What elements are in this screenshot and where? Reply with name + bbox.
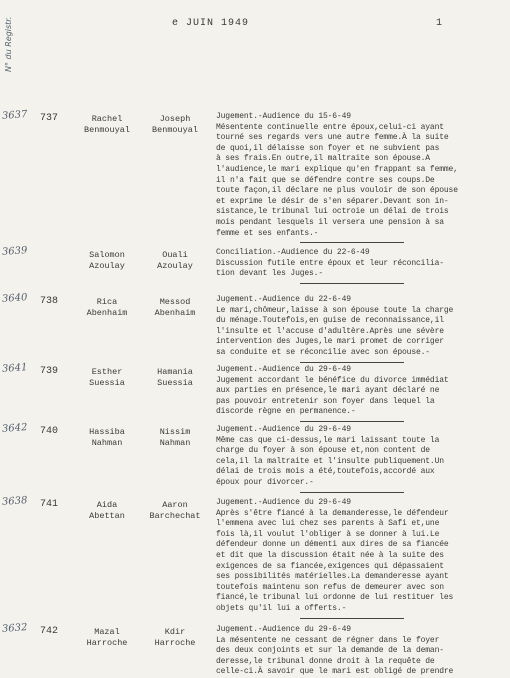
entry-separator xyxy=(300,362,404,363)
entry-ref-number: 3638 xyxy=(1,495,28,508)
wife-name: Mazal Harroche xyxy=(86,627,128,648)
wife-name: Salomon Azoulay xyxy=(89,250,125,271)
entry-number: 739 xyxy=(40,366,59,377)
entry-separator xyxy=(300,492,404,493)
entry-separator xyxy=(300,618,404,619)
wife-name: Aida Abettan xyxy=(89,500,125,521)
page-date: e JUIN 1949 xyxy=(172,18,250,29)
judgment-text: Conciliation.-Audience du 22-6-49 Discussion futile entre époux et leur réconcilia- tion devant les Juges.- xyxy=(216,248,444,279)
entry-ref-number: 3640 xyxy=(1,292,28,305)
husband-name: Aaron Barchechat xyxy=(149,500,201,521)
register-stamp: N° du Registr. xyxy=(4,16,13,72)
judgment-text: Jugement.-Audience du 29-6-49 Même cas que ci-dessus,le mari laissant toute la charge du foyer à son épouse et,non content de cela,il la maltraite et l'insulte publiquement.Un délai de trois mois a été,toutefois,accordé aux époux pour divorcer.- xyxy=(216,425,444,487)
entry-ref-number: 3637 xyxy=(1,109,28,122)
husband-name: Nissim Nahman xyxy=(159,427,191,448)
entry-ref-number: 3632 xyxy=(1,622,28,635)
page-number: 1 xyxy=(436,18,443,29)
husband-name: Hamania Suessia xyxy=(157,367,193,388)
judgment-text: Jugement.-Audience du 29-6-49 Après s'être fiancé à la demanderesse,le défendeur l'emmena avec lui chez ses parents à Safi et,une fois là,il voulut l'obliger à se donner à lui.Le défendeur donne un démenti aux dires de sa fiancée et dit que la discussion était née à la suite des exigences de sa fiancée,exigences qui dépassaient ses possibilités matérielles.La demanderesse ayant toutefois maintenu son refus de demeurer avec son fiancé,le tribunal lui ordonne de lui restituer les objets qu'il lui a offerts.- xyxy=(216,498,454,613)
entry-number: 737 xyxy=(40,113,59,124)
wife-name: Esther Suessia xyxy=(89,367,125,388)
entry-ref-number: 3639 xyxy=(1,245,28,258)
wife-name: Rachel Benmouyal xyxy=(84,114,130,135)
entry-number: 742 xyxy=(40,626,59,637)
husband-name: Messod Abenhaim xyxy=(154,297,196,318)
wife-name: Hassiba Nahman xyxy=(89,427,125,448)
husband-name: Kdir Harroche xyxy=(154,627,196,648)
husband-name: Joseph Benmouyal xyxy=(152,114,198,135)
entry-ref-number: 3642 xyxy=(1,422,28,435)
wife-name: Rica Abenhaim xyxy=(86,297,128,318)
entry-separator xyxy=(300,242,404,243)
judgment-text: Jugement.-Audience du 29-6-49 Jugement accordant le bénéfice du divorce immédiat aux parties en présence,le mari ayant déclaré ne pas pouvoir entretenir son foyer dans lequel la discorde règne en permanence.- xyxy=(216,365,449,417)
judgment-text: Jugement.-Audience du 15-6-49 Mésentente continuelle entre époux,celui-ci ayant tourné ses regards vers une autre femme.À la suite de quoi,il délaisse son foyer et ne subvient pas à ses frais.En outre,il maltraite son épouse.A l'audience,le mari explique qu'en frappant sa femme, il n'a fait que se défendre contre ses coups.De toute façon,il déclare ne plus vouloir de son épouse et exprime le désir de s'en séparer.Devant son in- sistance,le tribunal lui octroie un délai de trois mois pendant lesquels il versera une pension à sa femme et ses enfants.- xyxy=(216,112,458,238)
judgment-text: Jugement.-Audience du 29-6-49 La mésentente ne cessant de régner dans le foyer des deux conjoints et sur la demande de la deman- deresse,le tribunal donne droit à la requête de celle-ci.À savoir que le mari est obligé de prendre xyxy=(216,625,454,677)
entry-number: 738 xyxy=(40,296,59,307)
entry-number: 740 xyxy=(40,426,59,437)
entry-ref-number: 3641 xyxy=(1,362,28,375)
entry-separator xyxy=(300,283,404,284)
judgment-text: Jugement.-Audience du 22-6-49 Le mari,chômeur,laisse à son épouse toute la charge du ménage.Toutefois,en guise de reconnaissance,il l'insulte et l'accuse d'adultère.Après une sévère intervention des Juges,le mari promet de corriger sa conduite et se réconcilie avec son épouse.- xyxy=(216,295,454,357)
entry-number: 741 xyxy=(40,499,59,510)
entry-separator xyxy=(300,421,404,422)
husband-name: Ouali Azoulay xyxy=(157,250,193,271)
